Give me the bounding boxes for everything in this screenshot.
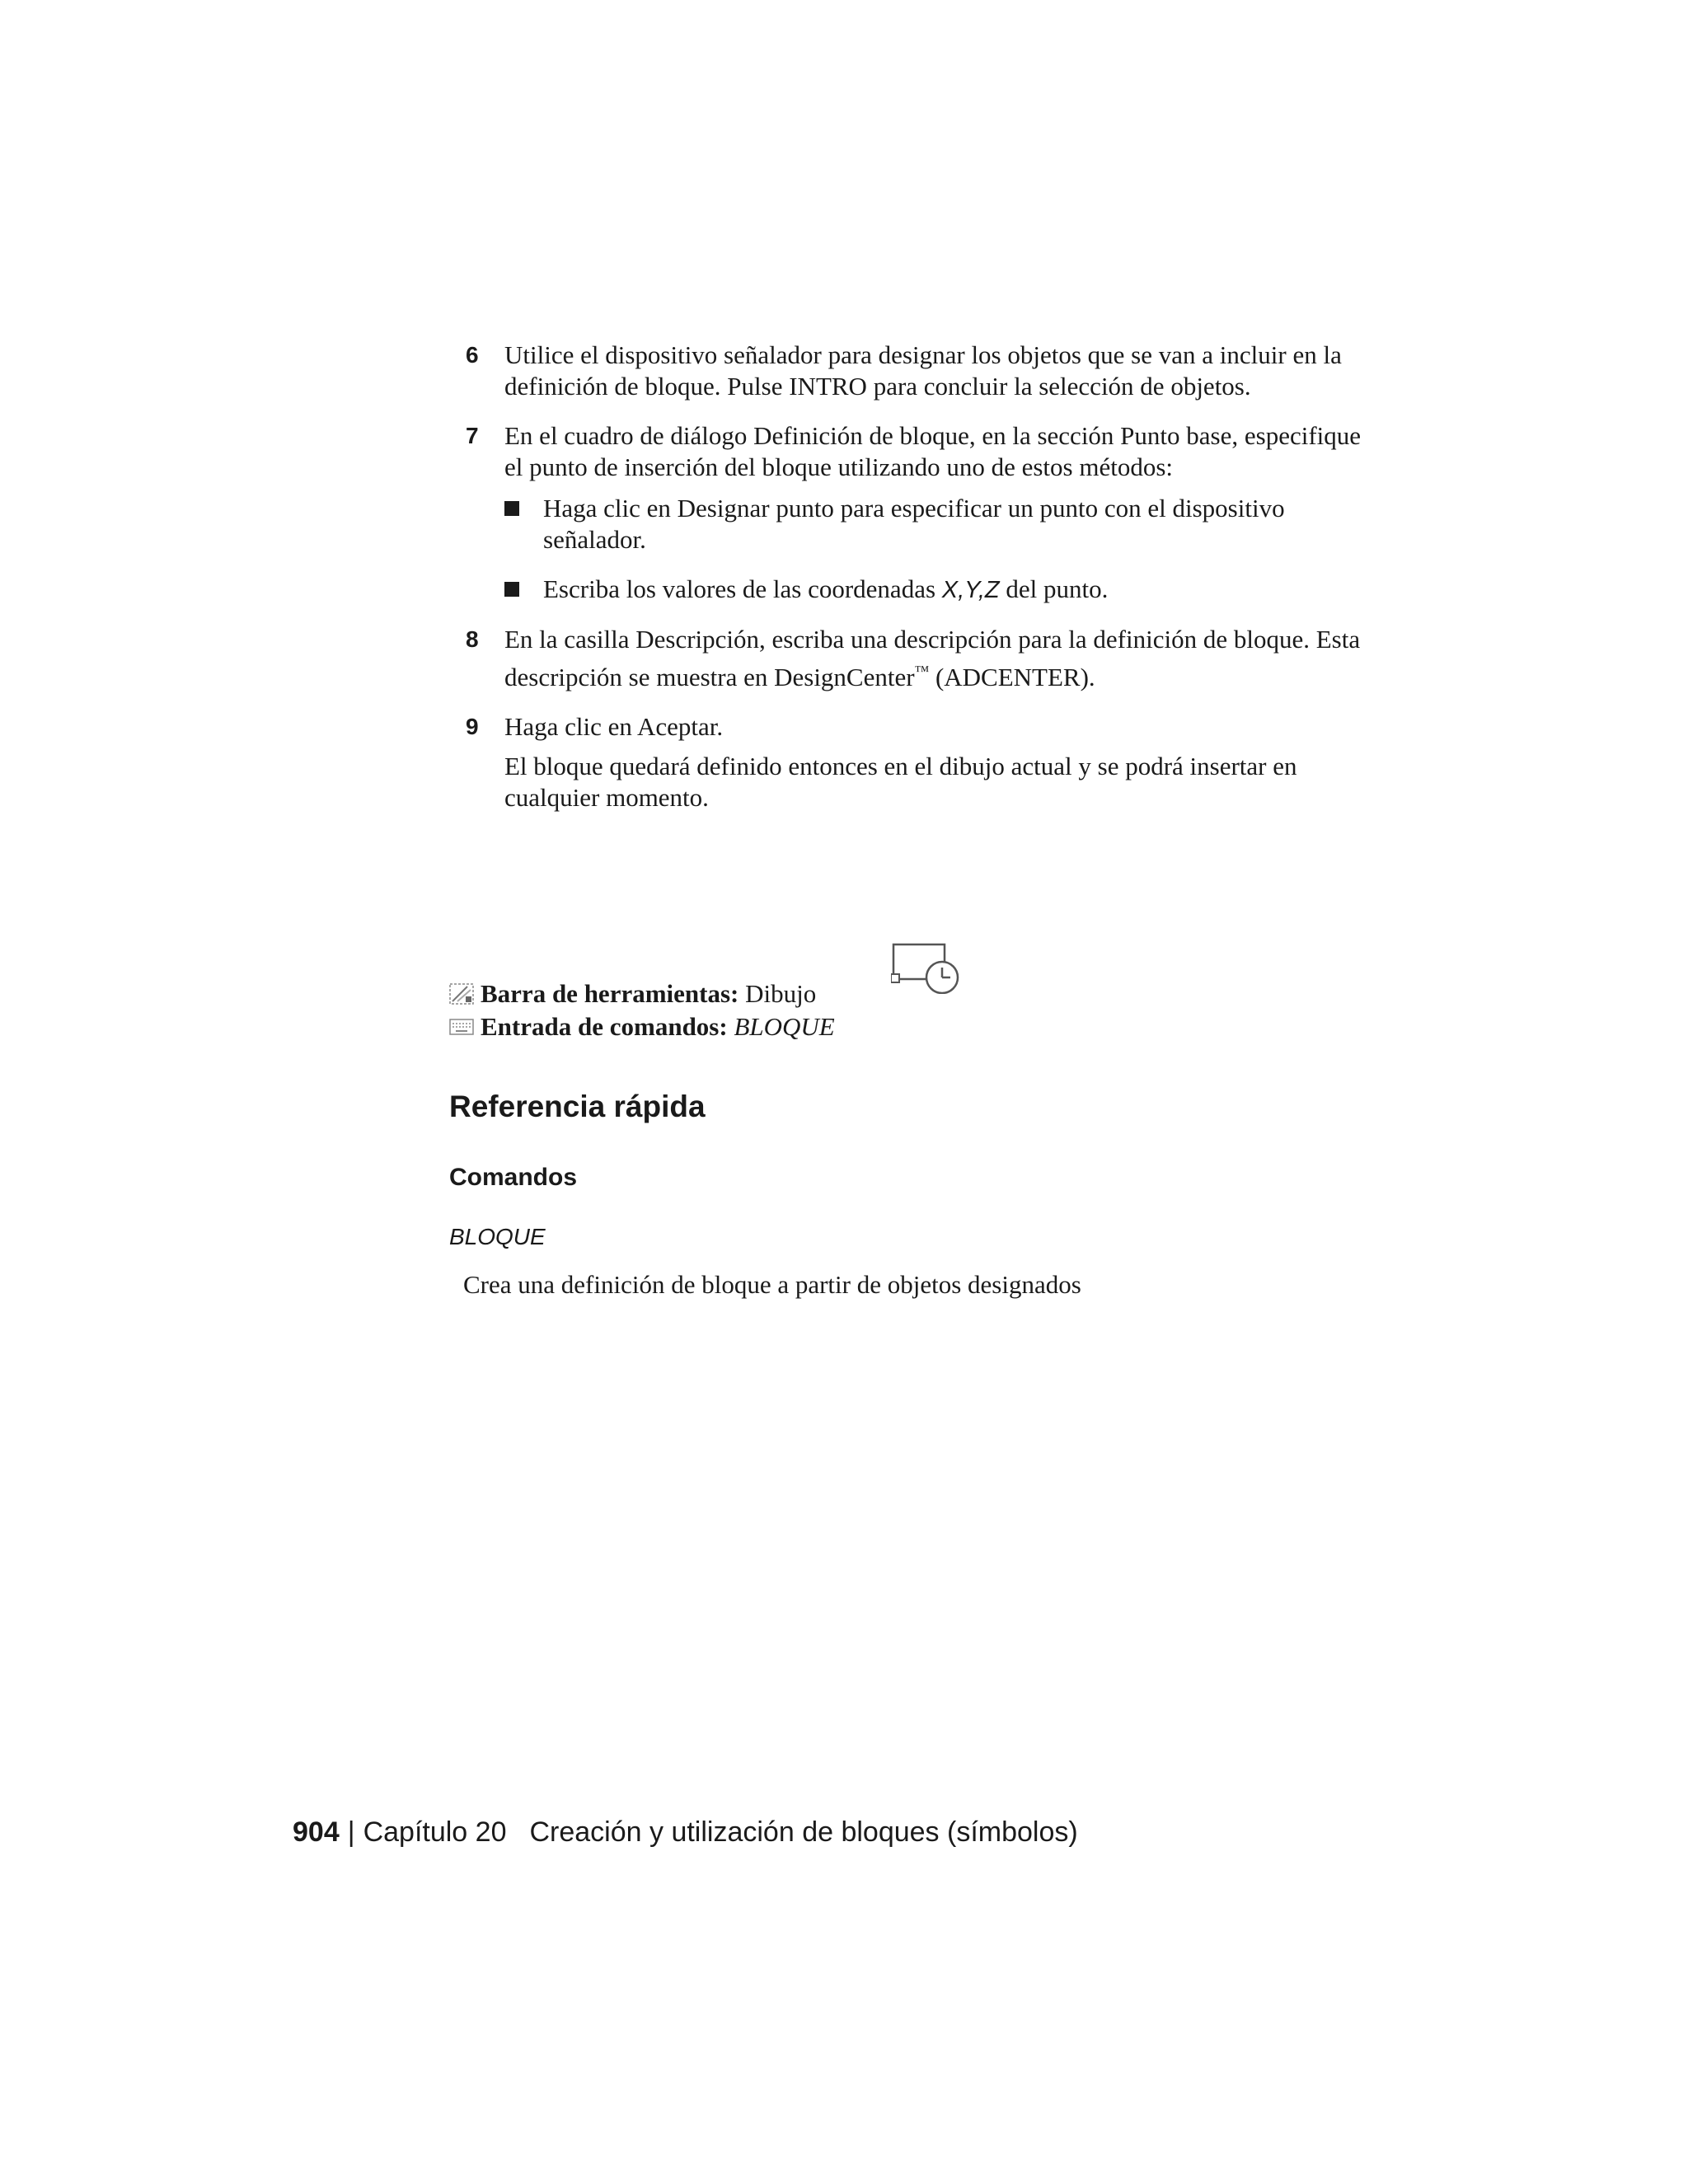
square-bullet-icon — [504, 501, 519, 516]
chapter-title: Creación y utilización de bloques (símbolos) — [529, 1816, 1078, 1848]
bullet-list — [504, 493, 1364, 606]
toolbar-icon — [449, 983, 474, 1005]
step-text: En el cuadro de diálogo Definición de bloque, en la sección Punto base, especifique el punto de inserción del bloque utilizando uno de estos métodos: — [504, 421, 1362, 481]
coordinates-term: X,Y,Z — [941, 577, 1000, 603]
page-footer — [293, 1816, 1078, 1849]
subsection-title: Comandos — [449, 1164, 578, 1191]
bullet-item — [504, 493, 1364, 555]
step-number: 7 — [466, 423, 479, 448]
command-access — [449, 977, 835, 1043]
step-text — [504, 624, 1364, 693]
command-value: BLOQUE — [734, 1012, 835, 1041]
page-number: 904 — [293, 1816, 340, 1848]
command-entry — [449, 1010, 835, 1043]
command-description: Crea una definición de bloque a partir de objetos designados — [463, 1270, 1081, 1299]
step-note: El bloque quedará definido entonces en el dibujo actual y se podrá insertar en cualquier momento. — [504, 752, 1297, 812]
step-text-main: En la casilla Descripción, escriba una descripción para la definición de bloque. Esta descripción se muestra en DesignCenter — [504, 625, 1361, 691]
chapter-number: Capítulo 20 — [363, 1816, 507, 1848]
step-7 — [449, 420, 1364, 606]
step-text: Haga clic en Aceptar. — [504, 712, 724, 741]
step-number: 6 — [466, 342, 479, 368]
step-8 — [449, 624, 1364, 693]
make-block-icon — [891, 941, 962, 994]
toolbar-label: Barra de herramientas: — [481, 979, 739, 1008]
square-bullet-icon — [504, 582, 519, 597]
footer-separator: | — [347, 1816, 355, 1848]
toolbar-access — [449, 977, 835, 1010]
procedure-steps — [449, 340, 1364, 813]
step-text: Utilice el dispositivo señalador para designar los objetos que se van a incluir en la definición de bloque. Pulse INTRO para concluir la selección de objetos. — [504, 340, 1342, 401]
bullet-item — [504, 574, 1364, 606]
command-label: Entrada de comandos: — [481, 1012, 728, 1041]
command-name: BLOQUE — [449, 1224, 546, 1249]
step-text-after: (ADCENTER). — [929, 663, 1095, 691]
toolbar-value: Dibujo — [745, 979, 817, 1008]
section-title: Referencia rápida — [449, 1090, 706, 1123]
step-number: 9 — [466, 714, 479, 739]
step-number: 8 — [466, 626, 479, 652]
bullet-text: Haga clic en Designar punto para especificar un punto con el dispositivo señalador. — [543, 494, 1285, 554]
keyboard-icon — [449, 1016, 474, 1038]
bullet-text-before: Escriba los valores de las coordenadas — [543, 574, 942, 603]
trademark-symbol: ™ — [914, 663, 930, 679]
step-9 — [449, 711, 1364, 813]
step-6 — [449, 340, 1364, 402]
bullet-text-after: del punto. — [999, 574, 1109, 603]
